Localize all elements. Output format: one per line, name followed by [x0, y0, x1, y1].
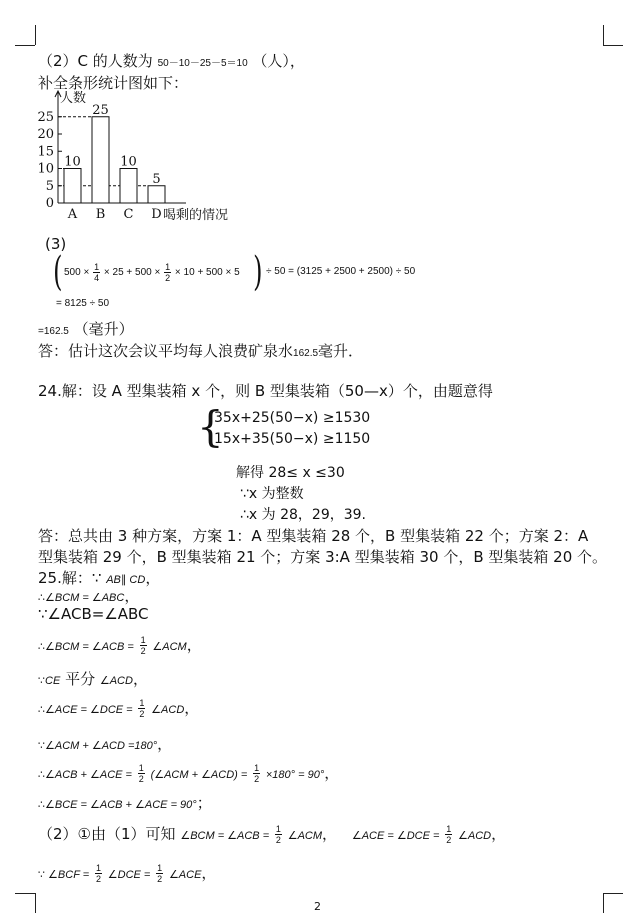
expr-part-3: × 10 + 500 × 5 — [174, 267, 240, 279]
category-label-A: A — [67, 207, 78, 222]
proof-4-angle: ∠ACD — [99, 675, 133, 687]
proof-10-left: ∵ ∠BCF = — [38, 869, 90, 881]
fraction-half-7b: $\frac{1}{2}$ — [254, 763, 260, 784]
proof-line-9 — [38, 823, 506, 845]
result-unit: （毫升） — [73, 320, 134, 338]
proof-9-right: ∠ACE = ∠DCE = — [351, 830, 440, 842]
y-tick-label-20: 20 — [37, 127, 54, 142]
proof-3-comma: ， — [186, 636, 202, 654]
fraction-half-7a: $\frac{1}{2}$ — [138, 763, 144, 784]
solution-values: ∴x 为 28，29，39. — [240, 507, 366, 523]
proof-9-label: （2）①由（1）可知 — [38, 825, 176, 843]
line-c-count — [38, 50, 305, 71]
proof-8-expr: ∴∠BCE = ∠ACB + ∠ACE = 90° — [38, 799, 197, 811]
left-paren: ( — [53, 249, 63, 295]
fraction-half-9b: $\frac{1}{2}$ — [446, 824, 452, 845]
proof-9-end: ∠ACD — [458, 830, 492, 842]
fraction-one-half: $\frac{1}{2}$ — [165, 262, 171, 283]
inequality-2: 15x+35(50−x) ≥1150 — [214, 431, 371, 447]
bar-B — [92, 117, 109, 203]
answer-24-line-2: 型集装箱 29 个，B 型集装箱 21 个；方案 3:A 型集装箱 30 个，B 型集装箱 20 个。 — [38, 548, 608, 566]
category-label-D: D — [151, 207, 162, 222]
proof-1-expr: ∴∠BCM = ∠ABC — [38, 592, 125, 604]
answer-24-line-1: 答：总共由 3 种方案，方案 1：A 型集装箱 28 个，B 型集装箱 22 个；方案 2：A — [38, 527, 589, 545]
expression-line-2: = 8125 ÷ 50 — [56, 298, 110, 309]
crop-mark-bottom-right-v — [603, 893, 604, 913]
data-label-C: 10 — [120, 154, 137, 170]
proof-3-left: ∴∠BCM = ∠ACB = — [38, 641, 134, 653]
category-label-C: C — [123, 207, 134, 222]
q25-comma: ， — [145, 569, 161, 587]
c-count-label: （2）C 的人数为 — [38, 52, 153, 70]
proof-1-comma: ， — [124, 587, 140, 605]
result-line — [38, 318, 134, 339]
part-3-label: (3) — [45, 235, 67, 253]
result-value: =162.5 — [38, 326, 69, 337]
crop-mark-top-left-v — [35, 25, 36, 45]
crop-mark-top-right-h — [603, 45, 623, 46]
expr-part-1: 500 × — [64, 267, 90, 279]
fraction-half-10a: $\frac{1}{2}$ — [95, 863, 101, 884]
proof-7-right: ×180° = 90° — [265, 769, 325, 781]
proof-line-7 — [38, 762, 339, 784]
expression-row — [64, 262, 240, 283]
fraction-half-9a: $\frac{1}{2}$ — [275, 824, 281, 845]
answer-23-text: 答：估计这次会议平均每人浪费矿泉水 — [38, 342, 294, 360]
proof-3-right: ∠ACM — [152, 641, 187, 653]
y-tick-label-10: 10 — [37, 161, 54, 177]
right-paren: ) — [253, 249, 263, 295]
proof-line-1 — [38, 585, 139, 606]
proof-5-right: ∠ACD — [151, 704, 185, 716]
crop-mark-bottom-left-h — [15, 893, 35, 894]
y-tick-label-5: 5 — [45, 178, 54, 194]
crop-mark-bottom-right-h — [603, 893, 623, 894]
crop-mark-top-left-h — [15, 45, 35, 46]
crop-mark-top-right-v — [603, 25, 604, 45]
proof-9-left: ∠BCM = ∠ACB = — [180, 830, 270, 842]
bar-D — [148, 186, 165, 203]
proof-9-mid: ∠ACM — [287, 830, 323, 842]
c-count-formula: 50－10－25－5＝10 — [157, 58, 248, 69]
proof-line-3 — [38, 634, 202, 656]
data-label-D: 5 — [152, 171, 161, 187]
y-tick-label-0: 0 — [45, 196, 54, 211]
inequality-1: 35x+25(50−x) ≥1530 — [214, 410, 371, 426]
q24-setup: 24.解：设 A 型集装箱 x 个，则 B 型集装箱（50—x）个，由题意得 — [38, 382, 493, 400]
fraction-half-10b: $\frac{1}{2}$ — [157, 863, 163, 884]
y-tick-label-25: 25 — [37, 109, 54, 125]
proof-8-semicolon: ； — [196, 794, 212, 812]
solution-integer: ∵x 为整数 — [240, 486, 304, 502]
data-label-B: 25 — [92, 102, 109, 118]
proof-line-8 — [38, 792, 212, 813]
proof-10-comma: ， — [201, 864, 217, 882]
q25-label: 25.解：∵ — [38, 569, 102, 587]
bar-chart — [30, 90, 290, 230]
proof-9-comma-2: ， — [491, 825, 507, 843]
proof-line-5 — [38, 697, 199, 719]
c-count-unit: （人）， — [252, 52, 305, 70]
bar-A — [64, 169, 81, 204]
expr-part-2: × 25 + 500 × — [103, 267, 161, 279]
proof-7-comma: ， — [324, 764, 340, 782]
system-brace: { — [197, 402, 224, 451]
data-label-A: 10 — [64, 154, 81, 170]
page-number: 2 — [314, 900, 321, 913]
proof-9-comma-1: ， — [322, 825, 338, 843]
fraction-half-3: $\frac{1}{2}$ — [140, 635, 146, 656]
proof-6-comma: ， — [157, 735, 173, 753]
bar-C — [120, 169, 137, 204]
q25-parallel: AB∥ CD — [106, 574, 146, 586]
proof-7-mid: (∠ACM + ∠ACD) = — [150, 769, 248, 781]
fraction-one-quarter: $\frac{1}{4}$ — [94, 262, 100, 283]
x-axis-title: 喝剩的情况 — [163, 208, 229, 223]
proof-line-4 — [38, 668, 148, 689]
proof-5-left: ∴∠ACE = ∠DCE = — [38, 704, 133, 716]
proof-4-ce: ∵CE — [38, 675, 61, 687]
crop-mark-bottom-left-v — [35, 893, 36, 913]
proof-10-mid: ∠DCE = — [107, 869, 151, 881]
proof-6-expr: ∵∠ACM + ∠ACD =180° — [38, 740, 158, 752]
y-tick-label-15: 15 — [37, 144, 54, 160]
answer-23 — [38, 340, 363, 361]
category-label-B: B — [95, 207, 106, 222]
proof-7-left: ∴∠ACB + ∠ACE = — [38, 769, 132, 781]
answer-23-unit: 毫升． — [318, 342, 364, 360]
solution-range: 解得 28≤ x ≤30 — [236, 465, 345, 481]
fraction-half-5: $\frac{1}{2}$ — [139, 698, 145, 719]
proof-4-bisect: 平分 — [65, 670, 96, 688]
proof-line-10 — [38, 862, 216, 884]
proof-line-6 — [38, 733, 172, 754]
expression-tail: ÷ 50 = (3125 + 2500 + 2500) ÷ 50 — [266, 266, 416, 277]
proof-5-comma: ， — [184, 699, 200, 717]
proof-4-comma: ， — [132, 670, 148, 688]
proof-10-right: ∠ACE — [168, 869, 202, 881]
answer-23-value: 162.5 — [293, 348, 319, 359]
chart-intro-text: 补全条形统计图如下： — [38, 74, 189, 92]
y-axis-title: 人数 — [60, 91, 87, 106]
proof-line-2: ∵∠ACB=∠ABC — [38, 605, 149, 623]
